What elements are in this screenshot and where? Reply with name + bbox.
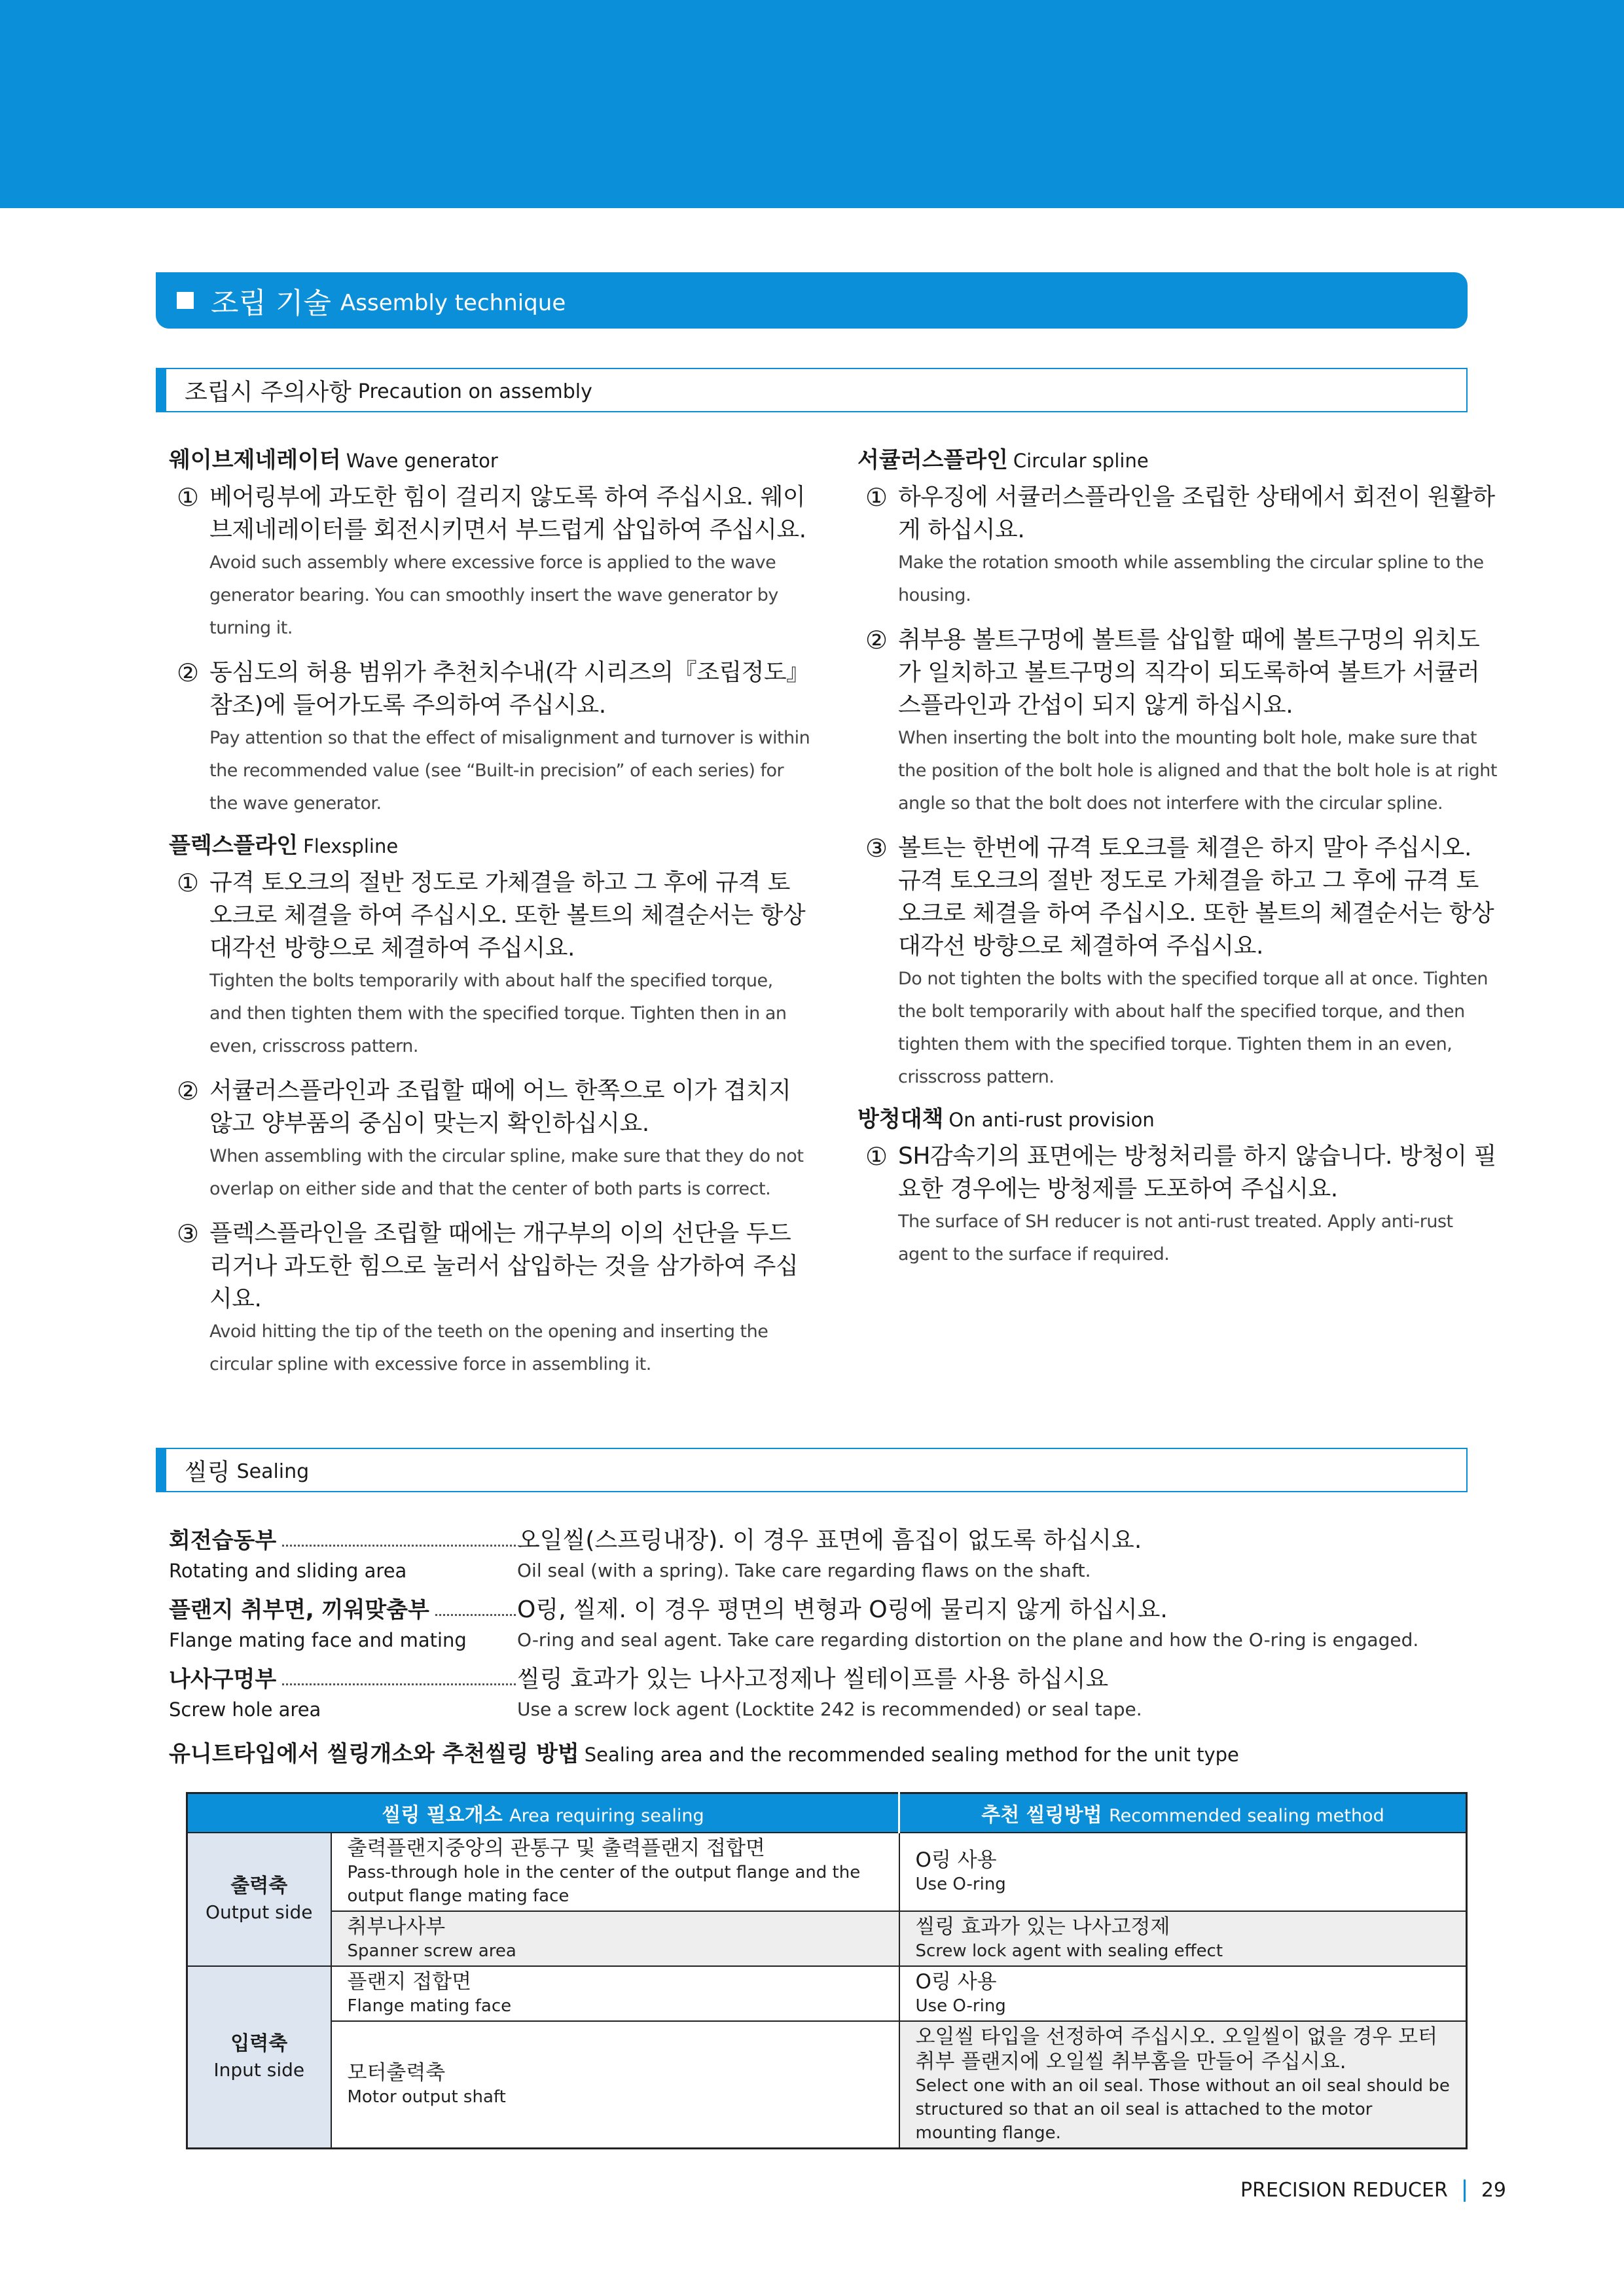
section-title-en: Assembly technique <box>340 290 566 316</box>
list-item: ① 규격 토오크의 절반 정도로 가체결을 하고 그 후에 규격 토오크로 체결을 하여 주십시오. 또한 볼트의 체결순서는 항상 대각선 방향으로 체결하여 주십시요. Tighten the bolts temporarily with about half the specified torque, and then tighten them with the specified torque. Tighten then in an even, crisscross pattern. <box>177 869 806 1056</box>
right-column <box>857 444 1499 1271</box>
square-bullet-icon <box>177 292 194 309</box>
header-band <box>0 0 1624 208</box>
list-item: ② 취부용 볼트구멍에 볼트를 삽입할 때에 볼트구멍의 위치도가 일치하고 볼트구멍의 직각이 되도록하여 볼트가 서큘러스플라인과 간섭이 되지 않게 하십시요. When inserting the bolt into the mounting bolt hole, make sure that the position of the bolt hole is aligned and that the bolt hole is at right angle so that the bolt does not interfere with the circular spline. <box>865 626 1498 814</box>
footer-label: PRECISION REDUCER <box>1240 2179 1448 2202</box>
table-row: 모터출력축 Motor output shaft 오일씰 타입을 선정하여 주십시오. 오일씰이 없을 경우 모터취부 플랜지에 오일씰 취부홈을 만들어 주십시요. Select one with an oil seal. Those without an oil seal should be structured so that an oil seal is attached to the motor mounting flange. <box>187 2021 1467 2149</box>
list-item: ③ 볼트는 한번에 규격 토오크를 체결은 하지 말아 주십시오. 규격 토오크의 절반 정도로 가체결을 하고 그 후에 규격 토오크로 체결을 하여 주십시오. 또한 볼트의 체결순서는 항상 대각선 방향으로 체결하여 주십시요. Do not tighten the bolts with the specified torque all at once. Tighten the bolt temporarily with about half the specified torque, and then tighten them with the specified torque. Tighten them in an even, crisscross pattern. <box>865 834 1494 1087</box>
list-item: ③ 플렉스플라인을 조립할 때에는 개구부의 이의 선단을 두드리거나 과도한 힘으로 눌러서 삽입하는 것을 삼가하여 주십시요. Avoid hitting the tip of the teeth on the opening and inserting the circular spline with excessive force in assembling it. <box>177 1219 799 1374</box>
section-title-ko: 조립 기술 <box>211 287 332 320</box>
circular-spline-group <box>857 444 1499 1094</box>
left-column <box>169 444 810 1381</box>
precaution-heading: 조립시 주의사항 Precaution on assembly <box>156 368 1468 412</box>
flexspline-title: 플렉스플라인 Flexspline <box>169 833 399 859</box>
list-item: ① 하우징에 서큘러스플라인을 조립한 상태에서 회전이 원활하게 하십시요. Make the rotation smooth while assembling the circular spline to the housing. <box>865 483 1495 605</box>
table-row: 입력축 Input side 플랜지 접합면 Flange mating face O링 사용 Use O-ring <box>187 1966 1467 2021</box>
list-item: ② 서큘러스플라인과 조립할 때에 어느 한쪽으로 이가 겹치지 않고 양부품의 중심이 맞는지 확인하십시요. When assembling with the circular spline, make sure that they do not overlap on either side and that the center of both parts is correct. <box>177 1077 804 1199</box>
circular-spline-title: 서큘러스플라인 Circular spline <box>857 447 1149 473</box>
sealing-table <box>186 1792 1468 2149</box>
wave-generator-title: 웨이브제네레이터 Wave generator <box>169 447 498 473</box>
table-row: 출력축 Output side 출력플랜지중앙의 관통구 및 출력플랜지 접합면 Pass-through hole in the center of the output flange and the output flange mating face O링 사용 Use O-ring <box>187 1833 1467 1911</box>
anti-rust-group <box>857 1103 1499 1271</box>
page-footer <box>1240 2174 1506 2207</box>
anti-rust-title: 방청대책 On anti-rust provision <box>857 1106 1155 1132</box>
list-item: ② 동심도의 허용 범위가 추천치수내(각 시리즈의『조립정도』 참조)에 들어가도록 주의하여 주십시요. Pay attention so that the effect of misalignment and turnover is within the recommended value (see “Built-in precision” of each series) for the wave generator. <box>177 658 810 814</box>
unit-type-title: 유니트타입에서 씰링개소와 추천씰링 방법 Sealing area and the recommended sealing method for the unit type <box>169 1741 1239 1767</box>
table-row: 취부나사부 Spanner screw area 씰링 효과가 있는 나사고정제 Screw lock agent with sealing effect <box>187 1911 1467 1966</box>
footer-divider <box>1464 2179 1466 2202</box>
sealing-heading: 씰링 Sealing <box>156 1448 1468 1492</box>
list-item: ① SH감속기의 표면에는 방청처리를 하지 않습니다. 방청이 필요한 경우에는 방청제를 도포하여 주십시요. The surface of SH reducer is not anti-rust treated. Apply anti-rust agent to the surface if required. <box>865 1142 1496 1265</box>
output-side-cell: 출력축 Output side <box>187 1833 331 1966</box>
list-item: ① 베어링부에 과도한 힘이 걸리지 않도록 하여 주십시요. 웨이브제네레이터를 회전시키면서 부드럽게 삽입하여 주십시요. Avoid such assembly where excessive force is applied to the wave generator bearing. You can smoothly insert the wave generator by turning it. <box>177 483 806 638</box>
table-header-method: 추천 씰링방법 Recommended sealing method <box>899 1793 1467 1833</box>
wave-generator-group <box>169 444 810 820</box>
flexspline-group <box>169 829 810 1381</box>
table-header-area: 씰링 필요개소 Area requiring sealing <box>187 1793 899 1833</box>
page-number: 29 <box>1481 2179 1506 2202</box>
input-side-cell: 입력축 Input side <box>187 1966 331 2149</box>
section-title-bar <box>156 272 1468 329</box>
